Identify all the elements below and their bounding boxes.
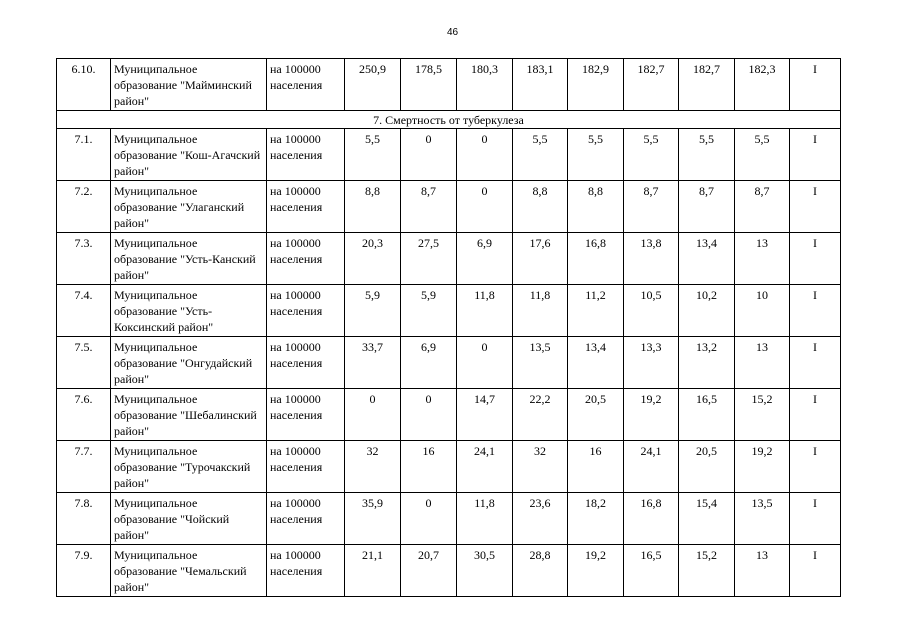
value-cell: 178,5 (401, 59, 457, 111)
row-number: 7.7. (57, 441, 111, 493)
municipality-name: Муниципальное образование "Онгудайский район" (111, 337, 267, 389)
municipality-name: Муниципальное образование "Чемальский район" (111, 545, 267, 597)
value-cell: 250,9 (345, 59, 401, 111)
value-cell: 0 (457, 337, 513, 389)
value-cell: 15,4 (679, 493, 735, 545)
value-cell: 6,9 (457, 233, 513, 285)
value-cell: 35,9 (345, 493, 401, 545)
value-cell: 6,9 (401, 337, 457, 389)
municipality-name: Муниципальное образование "Шебалинский район" (111, 389, 267, 441)
value-cell: 13,4 (679, 233, 735, 285)
value-cell: 30,5 (457, 545, 513, 597)
row-number: 7.2. (57, 181, 111, 233)
mark-cell: I (790, 129, 841, 181)
mark-cell: I (790, 181, 841, 233)
section-title: 7. Смертность от туберкулеза (57, 111, 841, 129)
value-cell: 10,2 (679, 285, 735, 337)
value-cell: 13 (735, 233, 790, 285)
value-cell: 0 (401, 493, 457, 545)
section-header-group (57, 111, 841, 129)
value-cell: 8,7 (401, 181, 457, 233)
value-cell: 24,1 (624, 441, 679, 493)
unit-of-measure: на 100000 населения (267, 545, 345, 597)
value-cell: 13,5 (735, 493, 790, 545)
table-row (57, 441, 841, 493)
unit-of-measure: на 100000 населения (267, 493, 345, 545)
value-cell: 0 (401, 129, 457, 181)
value-cell: 5,5 (735, 129, 790, 181)
value-cell: 8,8 (568, 181, 624, 233)
value-cell: 13,8 (624, 233, 679, 285)
unit-of-measure: на 100000 населения (267, 233, 345, 285)
mark-cell: I (790, 233, 841, 285)
value-cell: 11,8 (513, 285, 568, 337)
mark-cell: I (790, 545, 841, 597)
value-cell: 180,3 (457, 59, 513, 111)
value-cell: 18,2 (568, 493, 624, 545)
value-cell: 28,8 (513, 545, 568, 597)
value-cell: 19,2 (568, 545, 624, 597)
value-cell: 5,5 (568, 129, 624, 181)
mark-cell: I (790, 493, 841, 545)
unit-of-measure: на 100000 населения (267, 285, 345, 337)
unit-of-measure: на 100000 населения (267, 389, 345, 441)
value-cell: 22,2 (513, 389, 568, 441)
value-cell: 11,8 (457, 285, 513, 337)
value-cell: 8,7 (679, 181, 735, 233)
value-cell: 0 (345, 389, 401, 441)
value-cell: 24,1 (457, 441, 513, 493)
value-cell: 14,7 (457, 389, 513, 441)
mark-cell: I (790, 389, 841, 441)
value-cell: 5,5 (345, 129, 401, 181)
value-cell: 5,5 (679, 129, 735, 181)
municipality-name: Муниципальное образование "Усть-Коксинский район" (111, 285, 267, 337)
row-number: 7.5. (57, 337, 111, 389)
page-number: 46 (446, 27, 459, 38)
value-cell: 27,5 (401, 233, 457, 285)
table-row (57, 285, 841, 337)
mark-cell: I (790, 59, 841, 111)
value-cell: 5,5 (513, 129, 568, 181)
table-row (57, 59, 841, 111)
value-cell: 5,5 (624, 129, 679, 181)
value-cell: 8,7 (735, 181, 790, 233)
value-cell: 16,5 (624, 545, 679, 597)
unit-of-measure: на 100000 населения (267, 59, 345, 111)
row-number: 7.9. (57, 545, 111, 597)
row-number: 7.1. (57, 129, 111, 181)
value-cell: 32 (513, 441, 568, 493)
mark-cell: I (790, 337, 841, 389)
value-cell: 13,2 (679, 337, 735, 389)
row-number: 7.4. (57, 285, 111, 337)
value-cell: 19,2 (624, 389, 679, 441)
table-row (57, 233, 841, 285)
value-cell: 16 (568, 441, 624, 493)
row-number: 7.8. (57, 493, 111, 545)
value-cell: 10,5 (624, 285, 679, 337)
section-rows (57, 129, 841, 597)
value-cell: 13 (735, 337, 790, 389)
rows-before (57, 59, 841, 111)
row-number: 7.6. (57, 389, 111, 441)
value-cell: 20,5 (679, 441, 735, 493)
value-cell: 32 (345, 441, 401, 493)
value-cell: 21,1 (345, 545, 401, 597)
indicators-table (56, 58, 841, 597)
table-row (57, 389, 841, 441)
value-cell: 16 (401, 441, 457, 493)
value-cell: 20,3 (345, 233, 401, 285)
value-cell: 5,9 (401, 285, 457, 337)
value-cell: 13,3 (624, 337, 679, 389)
municipality-name: Муниципальное образование "Турочакский район" (111, 441, 267, 493)
table-row (57, 493, 841, 545)
unit-of-measure: на 100000 населения (267, 441, 345, 493)
value-cell: 10 (735, 285, 790, 337)
table-row (57, 337, 841, 389)
value-cell: 5,9 (345, 285, 401, 337)
value-cell: 16,8 (624, 493, 679, 545)
municipality-name: Муниципальное образование "Кош-Агачский район" (111, 129, 267, 181)
municipality-name: Муниципальное образование "Усть-Канский район" (111, 233, 267, 285)
row-number: 6.10. (57, 59, 111, 111)
table-row (57, 545, 841, 597)
table-row (57, 129, 841, 181)
value-cell: 19,2 (735, 441, 790, 493)
value-cell: 33,7 (345, 337, 401, 389)
mark-cell: I (790, 441, 841, 493)
value-cell: 8,8 (513, 181, 568, 233)
value-cell: 182,7 (679, 59, 735, 111)
value-cell: 13,4 (568, 337, 624, 389)
section-header-row (57, 111, 841, 129)
value-cell: 0 (457, 129, 513, 181)
value-cell: 20,5 (568, 389, 624, 441)
value-cell: 183,1 (513, 59, 568, 111)
value-cell: 182,7 (624, 59, 679, 111)
value-cell: 11,8 (457, 493, 513, 545)
value-cell: 13 (735, 545, 790, 597)
value-cell: 20,7 (401, 545, 457, 597)
value-cell: 0 (401, 389, 457, 441)
value-cell: 23,6 (513, 493, 568, 545)
value-cell: 15,2 (679, 545, 735, 597)
value-cell: 11,2 (568, 285, 624, 337)
municipality-name: Муниципальное образование "Чойский район" (111, 493, 267, 545)
value-cell: 17,6 (513, 233, 568, 285)
value-cell: 0 (457, 181, 513, 233)
table-row (57, 181, 841, 233)
municipality-name: Муниципальное образование "Улаганский район" (111, 181, 267, 233)
value-cell: 16,5 (679, 389, 735, 441)
unit-of-measure: на 100000 населения (267, 337, 345, 389)
mark-cell: I (790, 285, 841, 337)
row-number: 7.3. (57, 233, 111, 285)
value-cell: 15,2 (735, 389, 790, 441)
value-cell: 182,3 (735, 59, 790, 111)
value-cell: 13,5 (513, 337, 568, 389)
unit-of-measure: на 100000 населения (267, 181, 345, 233)
municipality-name: Муниципальное образование "Майминский район" (111, 59, 267, 111)
value-cell: 182,9 (568, 59, 624, 111)
value-cell: 16,8 (568, 233, 624, 285)
value-cell: 8,8 (345, 181, 401, 233)
value-cell: 8,7 (624, 181, 679, 233)
unit-of-measure: на 100000 населения (267, 129, 345, 181)
